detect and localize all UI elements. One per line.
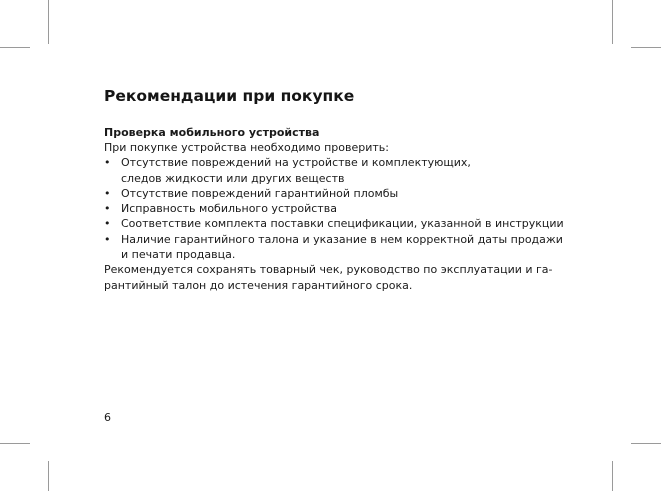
bullet-icon: • bbox=[104, 202, 111, 216]
section-title: Проверка мобильного устройства bbox=[104, 126, 320, 139]
checklist bbox=[104, 155, 584, 262]
bullet-icon: • bbox=[104, 232, 111, 246]
section-intro: При покупке устройства необходимо проверить: bbox=[104, 141, 389, 154]
bullet-icon: • bbox=[104, 217, 111, 231]
crop-mark-bottom-right-horizontal bbox=[631, 443, 661, 444]
list-item-text: Наличие гарантийного талона и указание в нем корректной даты продажи bbox=[121, 232, 563, 246]
closing-line-1: Рекомендуется сохранять товарный чек, руководство по эксплуатации и га- bbox=[104, 263, 553, 277]
crop-mark-bottom-left-horizontal bbox=[0, 443, 30, 444]
bullet-icon: • bbox=[104, 156, 111, 170]
closing-paragraph bbox=[104, 262, 584, 293]
list-item-text: Исправность мобильного устройства bbox=[121, 202, 337, 216]
list-item bbox=[104, 201, 584, 216]
list-item bbox=[104, 155, 584, 186]
crop-mark-top-right-vertical bbox=[612, 0, 613, 44]
crop-mark-bottom-right-vertical bbox=[612, 461, 613, 491]
bullet-icon: • bbox=[104, 186, 111, 200]
list-item bbox=[104, 232, 584, 263]
crop-mark-top-left-vertical bbox=[48, 0, 49, 44]
page-content bbox=[104, 86, 584, 293]
list-item bbox=[104, 186, 584, 201]
crop-mark-top-right-horizontal bbox=[631, 47, 661, 48]
page-number: 6 bbox=[104, 411, 111, 424]
list-item-text-continued: следов жидкости или других веществ bbox=[121, 171, 345, 185]
crop-mark-bottom-left-vertical bbox=[48, 461, 49, 491]
list-item-text: Соответствие комплекта поставки спецификации, указанной в инструкции bbox=[121, 217, 564, 231]
list-item-text: Отсутствие повреждений на устройстве и комплектующих, bbox=[121, 156, 471, 170]
crop-mark-top-left-horizontal bbox=[0, 47, 30, 48]
closing-line-2: рантийный талон до истечения гарантийного срока. bbox=[104, 278, 413, 292]
list-item-text: Отсутствие повреждений гарантийной пломбы bbox=[121, 186, 399, 200]
page-title: Рекомендации при покупке bbox=[104, 87, 355, 105]
list-item-text-continued: и печати продавца. bbox=[121, 248, 236, 262]
list-item bbox=[104, 216, 584, 231]
